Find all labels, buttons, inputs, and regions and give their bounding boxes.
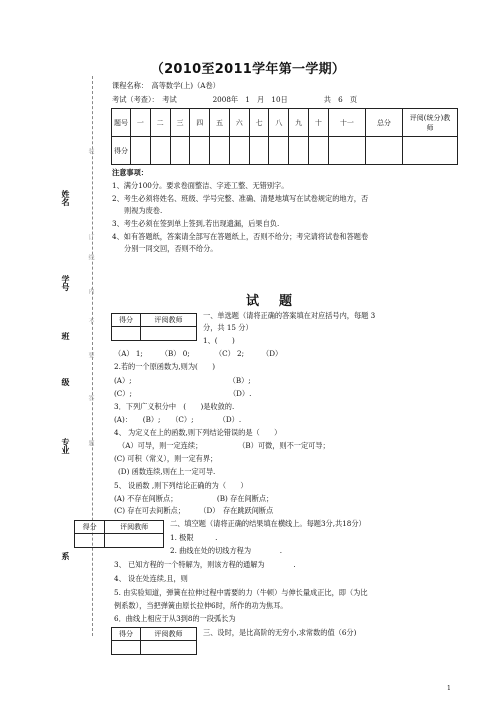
question-line: 1. 极限 . (170, 533, 218, 542)
question-line: 2. 曲线在处的切线方程为 . (170, 546, 283, 555)
question-line: (A) 不存在间断点； (B) 存在间断点； (114, 494, 274, 503)
score-cell[interactable] (309, 137, 329, 165)
notes-item: 4、如有答题纸，答案请全部写在答题纸上，否则不给分；考完请将试卷和答题卷 (112, 232, 369, 241)
score-cell[interactable] (210, 137, 230, 165)
score-cell[interactable] (229, 137, 249, 165)
score-cell[interactable] (403, 137, 458, 165)
grader-box (111, 627, 197, 655)
question-line: (A)： (B）; （C）; （D）. (114, 415, 242, 424)
score-table-column: 九 (289, 109, 309, 137)
notes-item: 2、考生必须将姓名、班级、学号完整、准确、清楚地填写在试卷规定的地方，否 (112, 194, 369, 203)
question-line: 6．曲线上相应于从3到8的一段弧长为 (114, 614, 236, 623)
grader-box (111, 313, 197, 341)
score-cell[interactable] (289, 137, 309, 165)
grader-score-cell[interactable] (112, 641, 141, 655)
question-line: (C) 存在可去间断点； （D） 存在跳跃间断点 (114, 506, 274, 515)
score-cell[interactable] (328, 137, 365, 165)
section2-intro: 二、填空题（请将正确的结果填在横线上。每题3分,共18分） (170, 519, 366, 528)
grader-score-cell[interactable] (75, 534, 105, 548)
grader-box-teacher-label: 评阅教师 (140, 314, 196, 327)
score-table-column: 四 (190, 109, 210, 137)
grader-box-score-label: 得分 (112, 314, 141, 327)
side-faint-char: 题 (87, 440, 94, 446)
notes-item: 则视为废卷. (124, 206, 163, 215)
score-table-column: 三 (170, 109, 190, 137)
score-table-grader-header: 评阅(统分)教 师 (403, 109, 458, 137)
course-line: 课程名称： 高等数学(上)（A卷） (112, 81, 220, 90)
score-table-column: 六 (229, 109, 249, 137)
score-cell[interactable] (249, 137, 269, 165)
score-table-column: 十 (309, 109, 329, 137)
question-line: 1、( ) (203, 336, 235, 345)
question-line: 3、 已知方程的一个特解为，则该方程的通解为 . (114, 560, 296, 569)
side-label-grade: 级 (61, 378, 70, 386)
question-line: 4、 为定义在上的函数,则下列结论错误的是（ ） (114, 428, 282, 437)
score-cell[interactable] (170, 137, 190, 165)
score-table-column: 一 (131, 109, 151, 137)
grader-box-score-label: 得分 (75, 521, 105, 534)
grader-box-teacher-label: 评阅教师 (105, 521, 164, 534)
side-faint-char: 订 (87, 234, 94, 240)
grader-teacher-cell[interactable] (105, 534, 164, 548)
side-faint-char: 内 (87, 288, 94, 294)
score-cell[interactable] (150, 137, 170, 165)
notes-item: 1、满分100分。要求卷面整洁、字迹工整、无错别字。 (112, 181, 289, 190)
score-table-column: 十一 (328, 109, 365, 137)
grader-teacher-cell[interactable] (140, 641, 196, 655)
score-cell[interactable] (190, 137, 210, 165)
question-line: 2.若的一个原函数为,则为( ) (114, 362, 216, 371)
section3-intro: 三、设时，是比高阶的无穷小,求常数的值（6分) (203, 628, 357, 637)
side-label-major: 专业 (61, 438, 70, 454)
score-table-column: 五 (210, 109, 230, 137)
exam-title: （2010至2011学年第一学期） (150, 62, 346, 77)
notes-heading: 注意事项： (112, 168, 148, 177)
score-table-column: 八 (269, 109, 289, 137)
side-faint-char: 要 (87, 352, 94, 358)
question-line: 5、 设函数 ,则下列结论正确的为（ ） (114, 481, 248, 490)
side-faint-char: 不 (87, 318, 94, 324)
question-line: (C) 可积（常义），则一定有界； (114, 454, 218, 463)
question-line: 例系数），当把弹簧由原长拉伸6时，所作的功为焦耳。 (114, 601, 288, 610)
notes-item: 3、考生必须在签到单上签到,若出现遗漏，后果自负. (112, 219, 280, 228)
side-faint-char: 装 (87, 148, 94, 154)
side-label-dept: 系 (61, 552, 70, 560)
grader-teacher-cell[interactable] (140, 327, 196, 341)
grader-score-cell[interactable] (112, 327, 141, 341)
question-line: (A）; （B）; (114, 376, 251, 385)
section1-intro: 分，共 15 分） (203, 323, 253, 332)
side-faint-char: 答 (87, 395, 94, 401)
score-table-header: 题号 (112, 109, 131, 137)
side-label-student-id: 学号 (61, 275, 70, 291)
score-table (111, 108, 458, 165)
score-cell[interactable] (365, 137, 402, 165)
question-line: 5. 由实验知道，弹簧在拉伸过程中需要的力（牛顿）与伸长量成正比，即（为比 (114, 588, 368, 597)
score-cell[interactable] (269, 137, 289, 165)
section1-intro: 一、单选题（请将正确的答案填在对应括号内，每题 3 (203, 311, 376, 320)
question-line: （A）可导，则一定连续； （B）可微，则不一定可导； (118, 441, 330, 450)
score-cell[interactable] (131, 137, 151, 165)
question-line: （A） 1; （B） 0; （C） 2; （D） (114, 349, 283, 358)
question-line: 4、 设在处连续,且，则 (114, 574, 188, 583)
grader-box (74, 520, 164, 548)
score-table-column: 二 (150, 109, 170, 137)
exam-info-line: 考试（考查）： 考试 2008年 1 月 10日 共 6 页 (112, 95, 358, 104)
question-line: 3．下列广义积分中 ( )是收敛的. (114, 402, 235, 411)
score-table-column: 总分 (365, 109, 402, 137)
score-table-header: 得分 (112, 137, 131, 165)
side-label-class: 班 (61, 332, 70, 340)
notes-item: 分别一同交回，否则不给分。 (124, 244, 218, 253)
score-table-column: 七 (249, 109, 269, 137)
question-line: (C）; （D）. (114, 389, 252, 398)
side-faint-char: 线 (87, 254, 94, 260)
grader-box-score-label: 得分 (112, 628, 141, 641)
question-line: (D) 函数连续,则在上一定可导. (118, 467, 216, 476)
page-number: 1 (447, 685, 451, 692)
side-label-name: 姓名 (61, 190, 70, 206)
main-title: 试题 (246, 294, 313, 309)
grader-box-teacher-label: 评阅教师 (140, 628, 196, 641)
